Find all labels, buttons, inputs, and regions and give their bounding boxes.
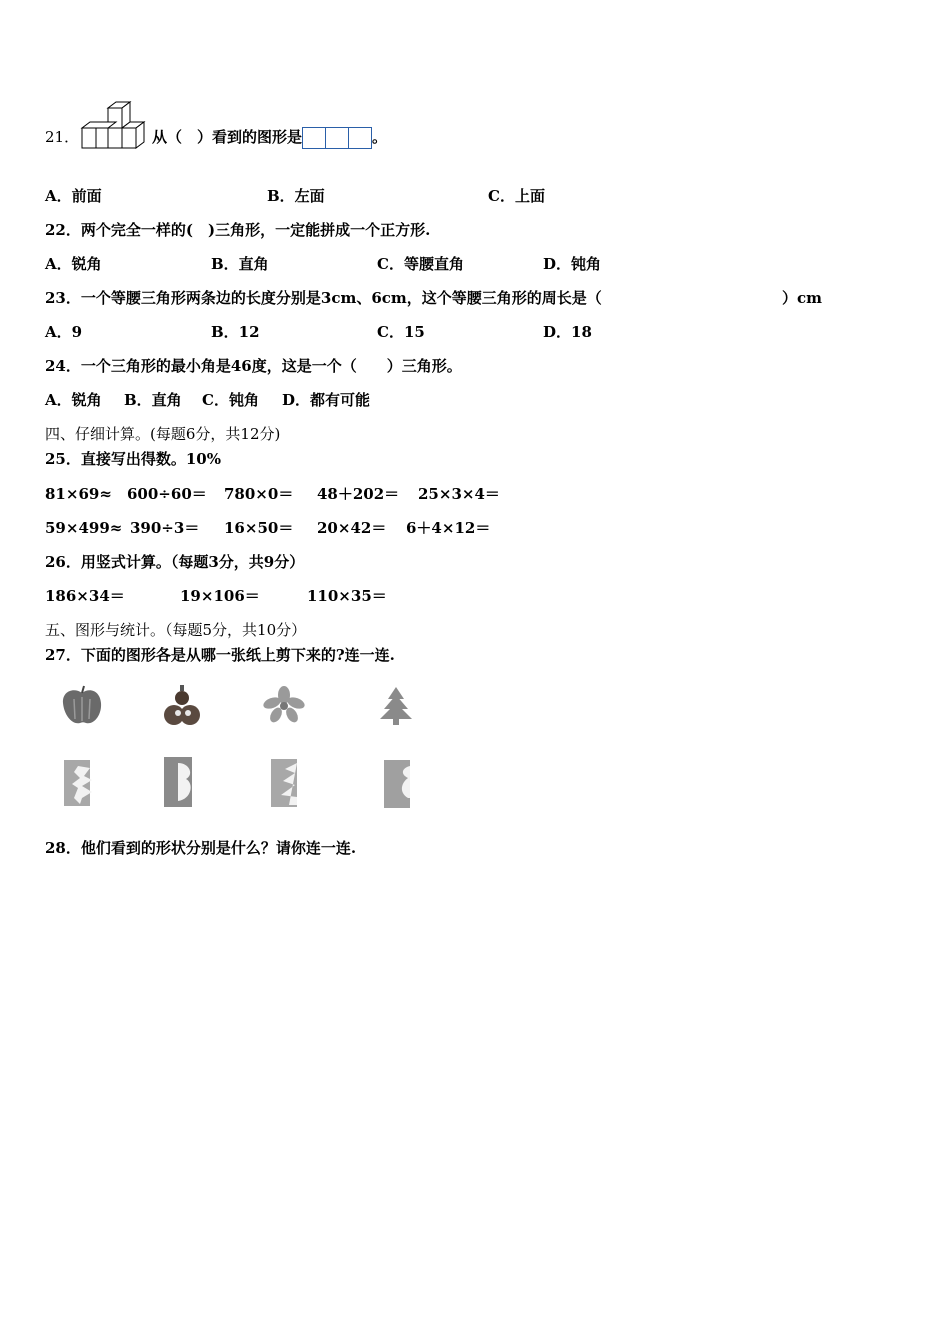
- q22-option-b[interactable]: B．直角: [211, 255, 269, 273]
- q25-row1-item: 81×69≈: [45, 485, 112, 503]
- q23-option-c[interactable]: C．15: [377, 323, 425, 341]
- cut-paper-icon[interactable]: [378, 758, 418, 812]
- q24-option-a[interactable]: A．锐角: [45, 391, 102, 409]
- q24-option-b[interactable]: B．直角: [124, 391, 182, 409]
- q26-text: 26．用竖式计算。（每题3分，共9分）: [45, 553, 305, 571]
- apple-shape-icon[interactable]: [60, 685, 104, 727]
- q25-row1-item: 48＋202＝: [317, 485, 400, 503]
- q26-item: 19×106＝: [180, 587, 260, 605]
- q21-text-before: 从（ ）看到的图形是: [152, 128, 303, 146]
- q22-option-d[interactable]: D．钝角: [543, 255, 602, 273]
- q26-item: 110×35＝: [307, 587, 387, 605]
- q25-row2-item: 390÷3＝: [130, 519, 200, 537]
- q23-option-d[interactable]: D．18: [543, 323, 592, 341]
- q25-row1-item: 780×0＝: [224, 485, 294, 503]
- q25-row1-item: 25×3×4＝: [418, 485, 500, 503]
- q22-text: 22．两个完全一样的( )三角形，一定能拼成一个正方形.: [45, 221, 431, 239]
- q22-option-c[interactable]: C．等腰直角: [377, 255, 464, 273]
- q28-text: 28．他们看到的形状分别是什么？请你连一连.: [45, 839, 357, 857]
- q25-row2-item: 6＋4×12＝: [406, 519, 491, 537]
- q26-item: 186×34＝: [45, 587, 125, 605]
- cube-stack-figure: [80, 100, 152, 154]
- q25-row2-item: 59×499≈: [45, 519, 123, 537]
- answer-boxes-figure: [302, 127, 372, 149]
- q24-option-c[interactable]: C．钝角: [202, 391, 259, 409]
- q23-option-a[interactable]: A．9: [45, 323, 83, 341]
- q25-row2-item: 20×42＝: [317, 519, 387, 537]
- q21-option-b[interactable]: B．左面: [267, 187, 325, 205]
- q24-text: 24．一个三角形的最小角是46度，这是一个（ ）三角形。: [45, 357, 462, 375]
- q22-option-a[interactable]: A．锐角: [45, 255, 102, 273]
- cut-paper-icon[interactable]: [58, 758, 98, 810]
- tree-shape-icon[interactable]: [376, 685, 416, 727]
- section-5-title: 五、图形与统计。（每题5分，共10分）: [45, 621, 307, 639]
- q21-text: [152, 127, 387, 149]
- q24-option-d[interactable]: D．都有可能: [282, 391, 371, 409]
- section-4-title: 四、仔细计算。(每题6分，共12分): [45, 425, 281, 443]
- q27-text: 27．下面的图形各是从哪一张纸上剪下来的?连一连.: [45, 646, 395, 664]
- q23-option-b[interactable]: B．12: [211, 323, 260, 341]
- q21-option-a[interactable]: A．前面: [45, 187, 102, 205]
- q25-row2-item: 16×50＝: [224, 519, 294, 537]
- cut-paper-icon[interactable]: [265, 757, 305, 811]
- q23-text: 23．一个等腰三角形两条边的长度分别是3cm、6cm，这个等腰三角形的周长是（: [45, 289, 602, 307]
- q21-number: 21．: [45, 128, 80, 146]
- flower-shape-icon[interactable]: [262, 685, 306, 725]
- q21-line: [45, 127, 79, 147]
- gourd-shape-icon[interactable]: [162, 683, 202, 727]
- q21-text-after: 。: [372, 128, 388, 146]
- cut-paper-icon[interactable]: [160, 755, 200, 811]
- q23-text-end: ）cm: [782, 289, 823, 307]
- q21-option-c[interactable]: C．上面: [488, 187, 545, 205]
- q25-row1-item: 600÷60＝: [127, 485, 207, 503]
- q25-text: 25．直接写出得数。10%: [45, 450, 222, 468]
